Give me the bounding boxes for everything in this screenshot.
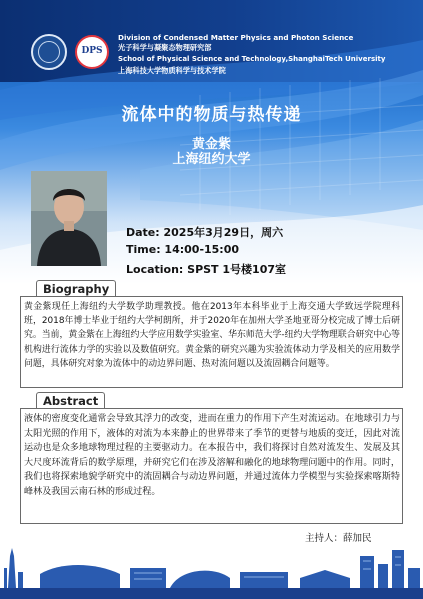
- org-line-en-division: Division of Condensed Matter Physics and Photon Science: [118, 33, 354, 42]
- seal-inner-ring: [38, 41, 60, 63]
- dps-logo-text: DPS: [81, 46, 103, 56]
- biography-box: [20, 296, 403, 388]
- biography-heading: Biography: [36, 280, 116, 296]
- abstract-text: 液体的密度变化通常会导致其浮力的改变，进而在重力的作用下产生对流运动。在地球引力与太阳光照的作用下，液体的对流为本来静止的世界带来了季节的更替与地质的变迁，因此对流运动也是众多地球物理过程的主要驱动力。在本报告中，我们将探讨自然对流发生、发展及其大尺度环流背后的数学原理，并研究它们在涉及溶解和融化的地球物理问题中的作用。同时，我们也将探索地貌学研究中的流固耦合与动边界问题，并通过流体力学模型与实验探索喀斯特峰林及我国云南石林的形成过程。: [24, 414, 400, 497]
- org-line-cn-school: 上海科技大学物质科学与技术学院: [118, 66, 226, 75]
- city-skyline-illustration: [0, 538, 423, 599]
- speaker-affiliation: 上海纽约大学: [172, 152, 251, 167]
- org-line-cn-division: 光子科学与凝聚态物理研究部: [118, 43, 212, 52]
- university-seal-logo: [31, 34, 67, 70]
- abstract-heading: Abstract: [36, 392, 105, 408]
- event-time: Time: 14:00-15:00: [126, 243, 240, 256]
- talk-title: 流体中的物质与热传递: [121, 105, 302, 125]
- event-date: Date: 2025年3月29日，周六: [126, 226, 284, 239]
- event-location: Location: SPST 1号楼107室: [126, 263, 287, 276]
- biography-text: 黄金紫现任上海纽约大学数学助理教授。他在2013年本科毕业于上海交通大学致远学院理科班，2018年博士毕业于纽约大学柯朗所，并于2020年在加州大学圣地亚哥分校完成了博士后研究。当前，黄金紫在上海纽约大学应用数学实验室、华东师范大学-纽约大学物理联合研究中心等机构进行流体力学的实验以及数值研究。黄金紫的研究兴趣为实验流体动力学及相关的应用数学问题，具体研究对象为流体中的动边界问题、热对流问题以及流固耦合问题等。: [24, 302, 400, 369]
- dps-logo: [75, 35, 109, 69]
- speaker-name: 黄金紫: [191, 137, 231, 152]
- host-name: 主持人：薛加民: [305, 533, 372, 544]
- abstract-box: [20, 408, 403, 524]
- speaker-photo: [31, 171, 107, 266]
- org-line-en-school: School of Physical Science and Technology,ShanghaiTech University: [118, 55, 386, 63]
